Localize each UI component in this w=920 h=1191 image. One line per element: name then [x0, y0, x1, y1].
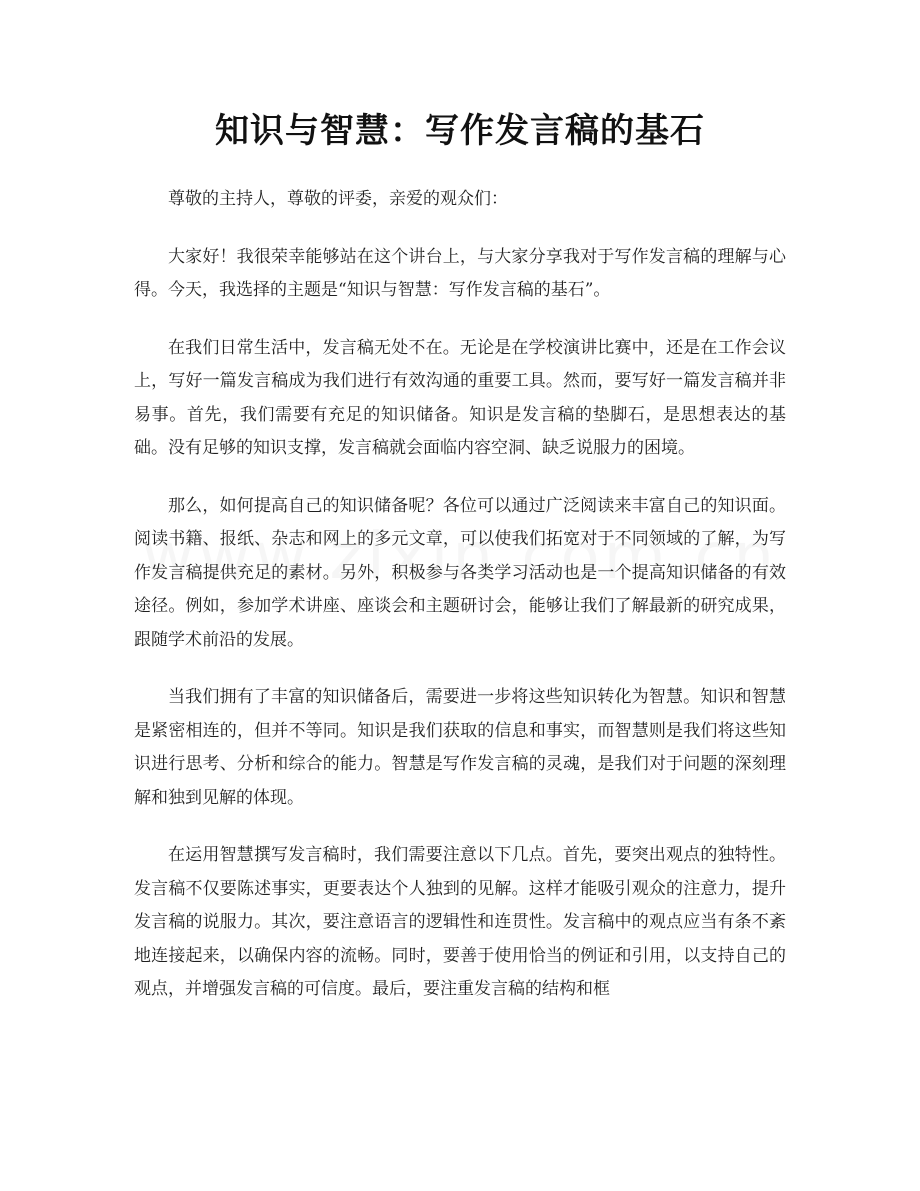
- greeting-paragraph: 尊敬的主持人，尊敬的评委，亲爱的观众们：: [168, 189, 508, 209]
- body-paragraph: 当我们拥有了丰富的知识储备后，需要进一步将这些知识转化为智慧。知识和智慧是紧密相连的，但并不等同。知识是我们获取的信息和事实，而智慧则是我们将这些知识进行思考、分析和综合的能力。智慧是写作发言稿的灵魂，是我们对于问题的深刻理解和独到见解的体现。: [134, 687, 786, 808]
- body-paragraph: 那么，如何提高自己的知识储备呢？各位可以通过广泛阅读来丰富自己的知识面。阅读书籍、报纸、杂志和网上的多元文章，可以使我们拓宽对于不同领域的了解，为写作发言稿提供充足的素材。另外，积极参与各类学习活动也是一个提高知识储备的有效途径。例如，参加学术讲座、座谈会和主题研讨会，能够让我们了解最新的研究成果，跟随学术前沿的发展。: [134, 495, 786, 650]
- body-paragraph: 在运用智慧撰写发言稿时，我们需要注意以下几点。首先，要突出观点的独特性。发言稿不仅要陈述事实，更要表达个人独到的见解。这样才能吸引观众的注意力，提升发言稿的说服力。其次，要注意语言的逻辑性和连贯性。发言稿中的观点应当有条不紊地连接起来，以确保内容的流畅。同时，要善于使用恰当的例证和引用，以支持自己的观点，并增强发言稿的可信度。最后，要注重发言稿的结构和框: [134, 845, 786, 999]
- body-paragraph: 在我们日常生活中，发言稿无处不在。无论是在学校演讲比赛中，还是在工作会议上，写好一篇发言稿成为我们进行有效沟通的重要工具。然而，要写好一篇发言稿并非易事。首先，我们需要有充足的知识储备。知识是发言稿的垫脚石，是思想表达的基础。没有足够的知识支撑，发言稿就会面临内容空洞、缺乏说服力的困境。: [134, 337, 786, 458]
- document-body: [134, 183, 786, 1031]
- body-paragraph: 大家好！我很荣幸能够站在这个讲台上，与大家分享我对于写作发言稿的理解与心得。今天，我选择的主题是“知识与智慧：写作发言稿的基石”。: [134, 246, 786, 300]
- document-title: 知识与智慧：写作发言稿的基石: [215, 111, 705, 151]
